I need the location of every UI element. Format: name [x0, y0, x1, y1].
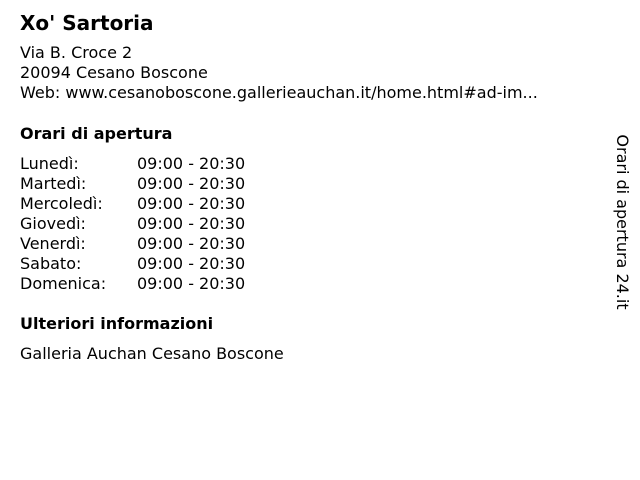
- hours-row-thursday: [20, 214, 320, 234]
- time-range: 09:00 - 20:30: [137, 174, 246, 193]
- day-label: Mercoledì:: [20, 194, 103, 213]
- street-address: Via B. Croce 2: [20, 43, 133, 62]
- opening-hours-table: [20, 154, 320, 294]
- time-range: 09:00 - 20:30: [137, 154, 246, 173]
- hours-row-sunday: [20, 274, 320, 294]
- additional-info-text: Galleria Auchan Cesano Boscone: [20, 344, 284, 363]
- city-address: 20094 Cesano Boscone: [20, 63, 208, 82]
- day-label: Martedì:: [20, 174, 87, 193]
- hours-row-saturday: [20, 254, 320, 274]
- hours-row-monday: [20, 154, 320, 174]
- time-range: 09:00 - 20:30: [137, 254, 246, 273]
- website-line[interactable]: Web: www.cesanoboscone.gallerieauchan.it/home.html#ad-im...: [20, 83, 538, 102]
- day-label: Sabato:: [20, 254, 82, 273]
- time-range: 09:00 - 20:30: [137, 214, 246, 233]
- site-watermark: Orari di apertura 24.it: [613, 134, 632, 310]
- opening-hours-heading: Orari di apertura: [20, 124, 173, 143]
- hours-row-wednesday: [20, 194, 320, 214]
- time-range: 09:00 - 20:30: [137, 274, 246, 293]
- hours-row-tuesday: [20, 174, 320, 194]
- time-range: 09:00 - 20:30: [137, 194, 246, 213]
- store-address: [20, 43, 538, 103]
- store-name: Xo' Sartoria: [20, 11, 154, 35]
- hours-row-friday: [20, 234, 320, 254]
- time-range: 09:00 - 20:30: [137, 234, 246, 253]
- day-label: Lunedì:: [20, 154, 79, 173]
- additional-info-heading: Ulteriori informazioni: [20, 314, 214, 333]
- day-label: Giovedì:: [20, 214, 86, 233]
- day-label: Domenica:: [20, 274, 107, 293]
- day-label: Venerdì:: [20, 234, 86, 253]
